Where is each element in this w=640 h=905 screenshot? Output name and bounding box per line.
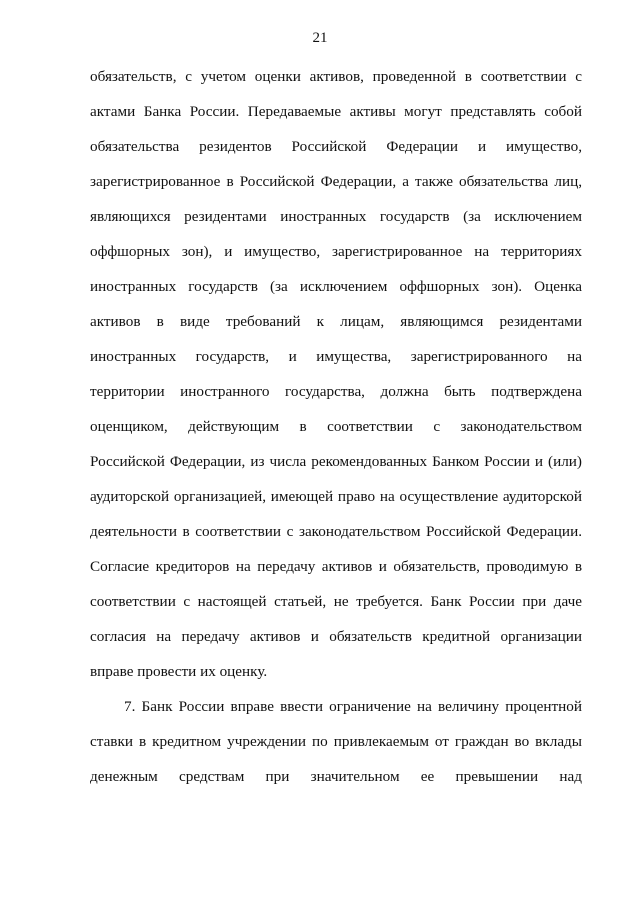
text-line: ставки в кредитном учреждении по привлекаемым от граждан во вклады (90, 733, 582, 750)
text-line: зарегистрированное в Российской Федерации, а также обязательства лиц, (90, 173, 582, 190)
text-line: иностранных государств, и имущества, зарегистрированного на (90, 348, 582, 365)
text-line: деятельности в соответствии с законодательством Российской Федерации. (90, 523, 582, 540)
text-line: Российской Федерации, из числа рекомендованных Банком России и (или) (90, 453, 582, 470)
text-line: территории иностранного государства, должна быть подтверждена (90, 383, 582, 400)
text-line: вправе провести их оценку. (90, 663, 268, 680)
text-line: активов в виде требований к лицам, являющимся резидентами (90, 313, 582, 330)
text-line: согласия на передачу активов и обязательств кредитной организации (90, 628, 582, 645)
text-line: соответствии с настоящей статьей, не требуется. Банк России при даче (90, 593, 582, 610)
text-line: оценщиком, действующим в соответствии с законодательством (90, 418, 582, 435)
text-line: аудиторской организацией, имеющей право на осуществление аудиторской (90, 488, 582, 505)
page-number: 21 (312, 30, 328, 46)
text-line: денежным средствам при значительном ее превышении над (90, 768, 582, 785)
text-line: являющихся резидентами иностранных государств (за исключением (90, 208, 582, 225)
text-line: оффшорных зон), и имущество, зарегистрированное на территориях (90, 243, 582, 260)
paragraph-7-first-line: 7. Банк России вправе ввести ограничение на величину процентной (124, 698, 582, 715)
text-line: иностранных государств (за исключением оффшорных зон). Оценка (90, 278, 582, 295)
text-line: обязательств, с учетом оценки активов, проведенной в соответствии с (90, 68, 582, 85)
text-line: актами Банка России. Передаваемые активы могут представлять собой (90, 103, 582, 120)
text-line: Согласие кредиторов на передачу активов и обязательств, проводимую в (90, 558, 582, 575)
text-line: обязательства резидентов Российской Федерации и имущество, (90, 138, 582, 155)
